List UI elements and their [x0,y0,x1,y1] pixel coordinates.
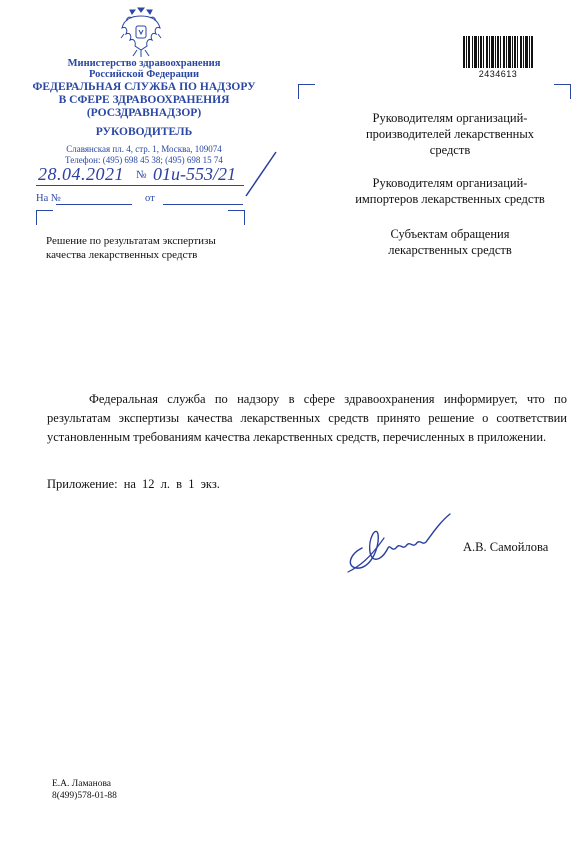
subject-corner-left [36,210,53,225]
recipient-manufacturers: Руководителям организаций- производителей лекарственных средств [365,111,535,157]
outgoing-number: 01и-553/21 [153,164,236,184]
signer-name: А.В. Самойлова [463,540,549,554]
head-title: РУКОВОДИТЕЛЬ [95,126,193,138]
letter-subject: Решение по результатам экспертизы качества лекарственных средств [46,235,216,261]
reference-number-blank [56,204,132,205]
recipient-corner-right [554,84,571,99]
recipient-subjects: Субъектам обращения лекарственных средств [388,227,512,257]
body-paragraph: Федеральная служба по надзору в сфере здравоохранения информирует, что по результатам экспертизы качества лекарственных средств принято решение о соответствии установленным требованиям качества лекарственных средств, перечисленных в приложении. [47,392,567,444]
barcode [463,36,533,68]
date-underline [36,185,244,186]
reference-number-label: На № [36,193,61,204]
barcode-number: 2434613 [478,69,518,79]
recipient-importers: Руководителям организаций- импортеров лекарственных средств [355,176,545,206]
performer-info: Е.А. Ламанова 8(499)578-01-88 [52,779,117,801]
recipient-corner-left [298,84,315,99]
service-name: ФЕДЕРАЛЬНАЯ СЛУЖБА ПО НАДЗОРУ В СФЕРЕ ЗДРАВООХРАНЕНИЯ (РОСЗДРАВНАДЗОР) [32,81,256,119]
outgoing-date: 28.04.2021 [38,164,124,184]
reference-from-label: от [145,193,155,204]
subject-corner-right [228,210,245,225]
number-slash-stroke [238,150,286,200]
double-headed-eagle-icon [118,6,164,58]
ministry-name: Министерство здравоохранения Российской Федерации [67,58,221,80]
reference-date-blank [163,204,243,205]
attachment-note: Приложение: на 12 л. в 1 экз. [47,477,220,491]
number-sign: № [136,169,147,181]
address: Славянская пл. 4, стр. 1, Москва, 109074 Телефон: (495) 698 45 38; (495) 698 15 74 [65,144,223,165]
handwritten-signature [340,508,460,574]
